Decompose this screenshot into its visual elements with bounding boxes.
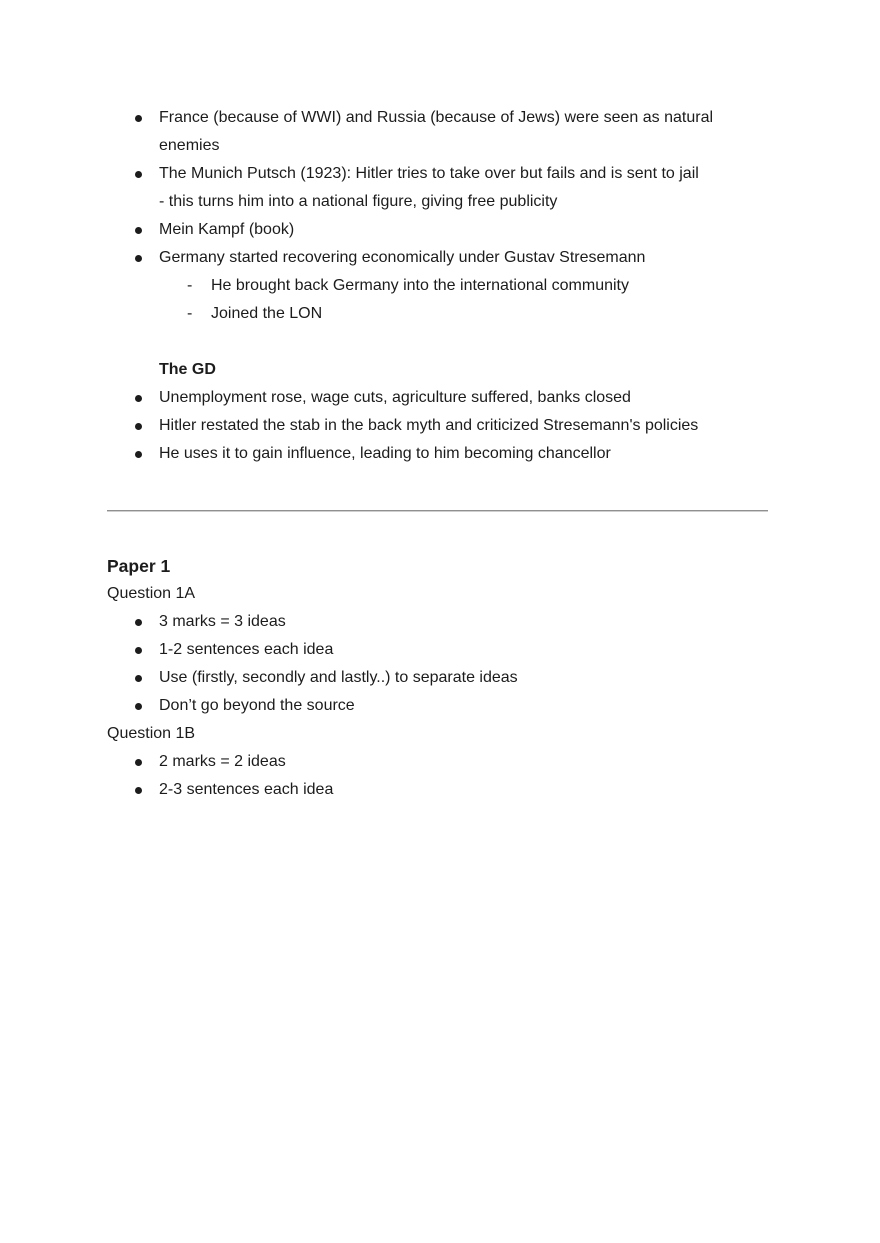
bullet-marker-icon (135, 451, 142, 458)
list-item-text: Germany started recovering economically under Gustav Stresemann (159, 249, 646, 266)
dash-marker-icon: - (187, 277, 193, 294)
bullet-item (107, 748, 768, 776)
list-item-text: France (because of WWI) and Russia (because of Jews) were seen as natural enemies (159, 109, 714, 154)
bullet-item (107, 692, 768, 720)
bullet-list (107, 748, 768, 804)
bullet-item (107, 412, 768, 440)
list-item-text: 2-3 sentences each idea (159, 781, 334, 798)
bullet-list (107, 608, 768, 720)
bullet-item (107, 244, 768, 272)
list-item-text: Don’t go beyond the source (159, 697, 355, 714)
bullet-item (107, 104, 768, 160)
section-subheading: The GD (159, 361, 216, 378)
bullet-item (107, 384, 768, 412)
bullet-item (107, 216, 768, 244)
bullet-marker-icon (135, 787, 142, 794)
bullet-marker-icon (135, 619, 142, 626)
list-item-text: Joined the LON (211, 305, 323, 322)
bullet-item (107, 440, 768, 468)
list-item-text: Mein Kampf (book) (159, 221, 295, 238)
list-item-text: He uses it to gain influence, leading to him becoming chancellor (159, 445, 611, 462)
bullet-marker-icon (135, 759, 142, 766)
bullet-item (107, 636, 768, 664)
section-heading: Paper 1 (107, 556, 171, 576)
bullet-marker-icon (135, 115, 142, 122)
bullet-marker-icon (135, 255, 142, 262)
bullet-marker-icon (135, 395, 142, 402)
bullet-list (107, 104, 768, 328)
bullet-item (107, 776, 768, 804)
bullet-marker-icon (135, 675, 142, 682)
bullet-marker-icon (135, 647, 142, 654)
paragraph: Question 1B (107, 725, 196, 742)
document-content (107, 104, 768, 804)
bullet-item (107, 664, 768, 692)
sub-bullet-item (107, 300, 768, 328)
list-item-text: The Munich Putsch (1923): Hitler tries to take over but fails and is sent to jail - this turns him into a national figure, giving free publicity (159, 165, 699, 210)
list-item-text: 3 marks = 3 ideas (159, 613, 286, 630)
bullet-list (107, 384, 768, 468)
list-item-text: He brought back Germany into the international community (211, 277, 629, 294)
list-item-text: 2 marks = 2 ideas (159, 753, 286, 770)
bullet-marker-icon (135, 703, 142, 710)
bullet-marker-icon (135, 227, 142, 234)
bullet-marker-icon (135, 423, 142, 430)
bullet-marker-icon (135, 171, 142, 178)
horizontal-divider (107, 510, 768, 512)
list-item-text: Unemployment rose, wage cuts, agriculture suffered, banks closed (159, 389, 631, 406)
list-item-text: Hitler restated the stab in the back myth and criticized Stresemann's policies (159, 417, 699, 434)
dash-marker-icon: - (187, 305, 193, 322)
bullet-item (107, 160, 768, 216)
sub-bullet-item (107, 272, 768, 300)
list-item-text: 1-2 sentences each idea (159, 641, 334, 658)
bullet-item (107, 608, 768, 636)
list-item-text: Use (firstly, secondly and lastly..) to separate ideas (159, 669, 518, 686)
paragraph: Question 1A (107, 585, 196, 602)
